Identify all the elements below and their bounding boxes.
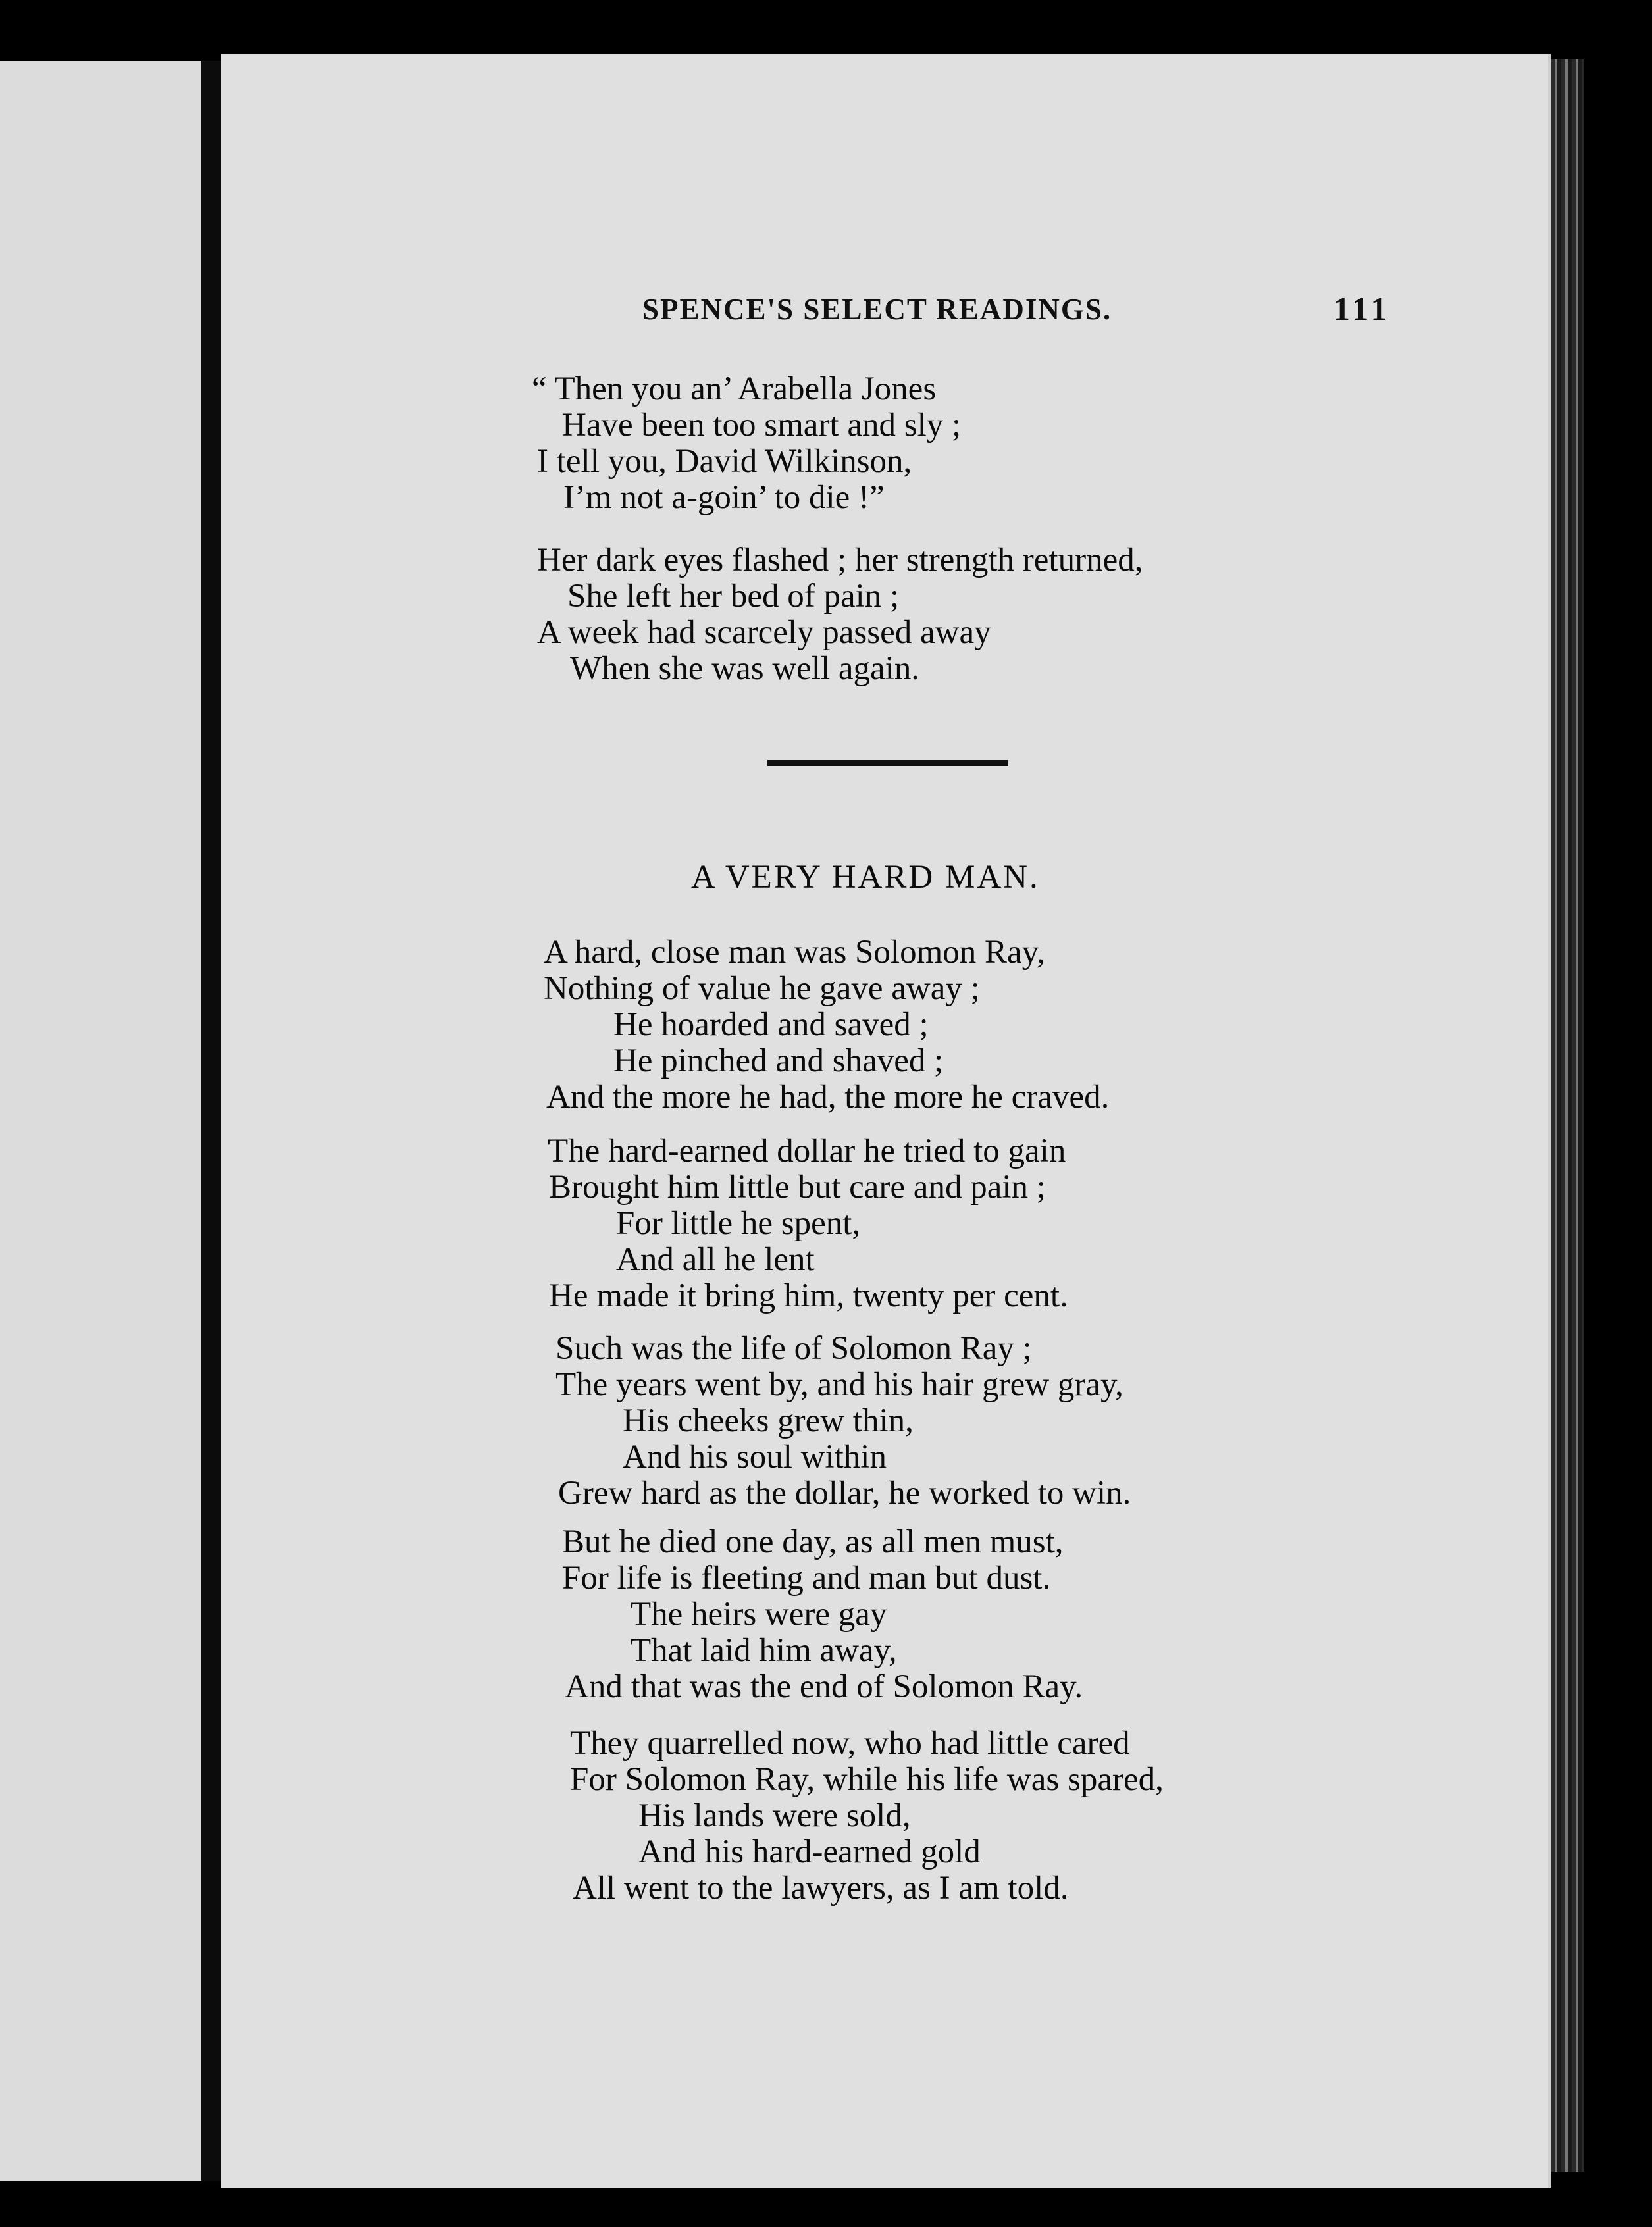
poem-line: When she was well again. xyxy=(570,650,920,687)
poem-line: That laid him away, xyxy=(631,1632,897,1669)
poem-line: And the more he had, the more he craved. xyxy=(546,1079,1110,1115)
section-divider xyxy=(767,760,1008,766)
running-header xyxy=(221,292,1551,338)
poem-line: And his soul within xyxy=(623,1439,887,1475)
book-gutter xyxy=(201,61,221,2181)
poem-line: A hard, close man was Solomon Ray, xyxy=(544,934,1045,971)
poem-line: And that was the end of Solomon Ray. xyxy=(565,1668,1083,1705)
poem-line: And his hard-earned gold xyxy=(638,1833,981,1870)
poem-line: All went to the lawyers, as I am told. xyxy=(573,1870,1069,1907)
poem-line: Grew hard as the dollar, he worked to win. xyxy=(558,1475,1131,1512)
poem-line: And all he lent xyxy=(616,1241,815,1278)
poem-line: She left her bed of pain ; xyxy=(567,578,900,615)
poem-line: His cheeks grew thin, xyxy=(623,1402,914,1439)
poem-line: For life is fleeting and man but dust. xyxy=(562,1560,1051,1597)
poem-stanza-3 xyxy=(555,1331,1652,1512)
poem-line: A week had scarcely passed away xyxy=(537,614,991,651)
poem-line: Her dark eyes flashed ; her strength returned, xyxy=(537,542,1143,578)
poem-line: I’m not a-goin’ to die !” xyxy=(563,479,885,516)
poem-line: For little he spent, xyxy=(616,1205,861,1242)
poem-line: Such was the life of Solomon Ray ; xyxy=(555,1330,1032,1367)
poem-line: “ Then you an’ Arabella Jones xyxy=(532,371,937,407)
poem-line: But he died one day, as all men must, xyxy=(562,1523,1064,1560)
poem-line: He pinched and shaved ; xyxy=(613,1042,944,1079)
poem-line: Have been too smart and sly ; xyxy=(562,407,962,444)
poem-stanza-4 xyxy=(562,1524,1652,1705)
page-number: 111 xyxy=(1333,290,1391,327)
poem-line: He made it bring him, twenty per cent. xyxy=(549,1277,1068,1314)
running-title: SPENCE'S SELECT READINGS. xyxy=(642,293,1112,326)
prev-poem-stanza-2 xyxy=(537,542,1652,687)
book-page xyxy=(221,54,1551,2188)
prev-poem-stanza-1 xyxy=(532,371,1652,516)
poem-title: A VERY HARD MAN. xyxy=(691,859,1040,896)
poem-line: I tell you, David Wilkinson, xyxy=(537,443,912,480)
poem-line: They quarrelled now, who had little cared xyxy=(570,1725,1130,1762)
poem-line: The hard-earned dollar he tried to gain xyxy=(548,1133,1066,1169)
poem-stanza-5 xyxy=(570,1726,1652,1907)
poem-line: The heirs were gay xyxy=(631,1596,887,1633)
poem-stanza-1 xyxy=(544,934,1652,1115)
poem-line: For Solomon Ray, while his life was spared, xyxy=(570,1761,1164,1798)
facing-page-edge xyxy=(0,61,204,2181)
poem-line: The years went by, and his hair grew gray, xyxy=(555,1366,1123,1403)
poem-line: Brought him little but care and pain ; xyxy=(549,1169,1046,1206)
poem-line: Nothing of value he gave away ; xyxy=(544,970,980,1007)
poem-stanza-2 xyxy=(548,1133,1652,1314)
poem-line: His lands were sold, xyxy=(638,1797,911,1834)
poem-line: He hoarded and saved ; xyxy=(613,1006,929,1043)
